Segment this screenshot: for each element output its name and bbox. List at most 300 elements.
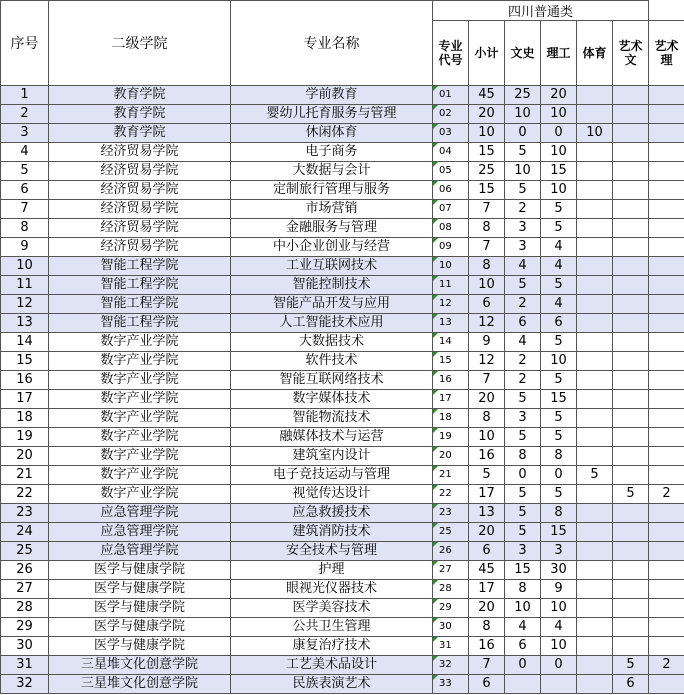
cell-major: 软件技术	[231, 352, 433, 371]
table-row	[1, 466, 684, 485]
cell-major: 视觉传达设计	[231, 485, 433, 504]
cell-subtotal: 12	[469, 314, 505, 333]
table-row	[1, 257, 684, 276]
cell-code: 29	[433, 599, 469, 618]
cell-sports	[577, 428, 613, 447]
cell-art-humanities: 5	[613, 485, 649, 504]
cell-science: 10	[541, 105, 577, 124]
cell-major: 建筑消防技术	[231, 523, 433, 542]
table-row	[1, 143, 684, 162]
header-blank	[649, 1, 684, 21]
cell-humanities: 10	[505, 105, 541, 124]
cell-code: 28	[433, 580, 469, 599]
cell-sports	[577, 238, 613, 257]
cell-science: 5	[541, 219, 577, 238]
cell-major: 智能产品开发与应用	[231, 295, 433, 314]
cell-art-humanities	[613, 466, 649, 485]
cell-sports	[577, 162, 613, 181]
cell-major: 数字媒体技术	[231, 390, 433, 409]
header-subtotal: 小计	[469, 21, 505, 86]
cell-art-humanities	[613, 390, 649, 409]
cell-art-humanities	[613, 86, 649, 105]
cell-art-science: 2	[649, 656, 684, 675]
cell-science: 10	[541, 352, 577, 371]
cell-subtotal: 12	[469, 352, 505, 371]
cell-subtotal: 9	[469, 333, 505, 352]
cell-art-humanities	[613, 162, 649, 181]
cell-art-science: 2	[649, 485, 684, 504]
cell-art-science	[649, 86, 684, 105]
cell-index: 30	[1, 637, 49, 656]
table-row	[1, 371, 684, 390]
cell-subtotal: 16	[469, 447, 505, 466]
table-row	[1, 409, 684, 428]
cell-major: 市场营销	[231, 200, 433, 219]
cell-humanities: 3	[505, 542, 541, 561]
cell-art-science	[649, 523, 684, 542]
header-sports: 体育	[577, 21, 613, 86]
cell-science: 15	[541, 523, 577, 542]
cell-college: 医学与健康学院	[49, 580, 231, 599]
table-row	[1, 675, 684, 694]
cell-major: 智能互联网络技术	[231, 371, 433, 390]
cell-major: 民族表演艺术	[231, 675, 433, 694]
cell-humanities: 0	[505, 656, 541, 675]
cell-college: 数字产业学院	[49, 333, 231, 352]
cell-art-science	[649, 295, 684, 314]
cell-college: 应急管理学院	[49, 523, 231, 542]
cell-humanities: 0	[505, 124, 541, 143]
cell-art-science	[649, 599, 684, 618]
cell-science: 4	[541, 238, 577, 257]
cell-major: 建筑室内设计	[231, 447, 433, 466]
cell-humanities: 5	[505, 181, 541, 200]
cell-code: 27	[433, 561, 469, 580]
cell-art-science	[649, 447, 684, 466]
cell-code: 21	[433, 466, 469, 485]
cell-art-science	[649, 352, 684, 371]
cell-art-science	[649, 504, 684, 523]
cell-index: 21	[1, 466, 49, 485]
table-row	[1, 219, 684, 238]
cell-art-humanities	[613, 181, 649, 200]
cell-index: 27	[1, 580, 49, 599]
cell-art-humanities	[613, 143, 649, 162]
cell-art-humanities	[613, 219, 649, 238]
cell-sports	[577, 542, 613, 561]
cell-code: 12	[433, 295, 469, 314]
cell-college: 智能工程学院	[49, 276, 231, 295]
cell-major: 康复治疗技术	[231, 637, 433, 656]
cell-sports	[577, 656, 613, 675]
cell-sports	[577, 390, 613, 409]
cell-college: 教育学院	[49, 105, 231, 124]
cell-art-humanities	[613, 428, 649, 447]
cell-index: 28	[1, 599, 49, 618]
cell-subtotal: 25	[469, 162, 505, 181]
header-college: 二级学院	[49, 1, 231, 86]
cell-code: 15	[433, 352, 469, 371]
cell-major: 护理	[231, 561, 433, 580]
cell-code: 01	[433, 86, 469, 105]
cell-humanities: 8	[505, 447, 541, 466]
cell-sports	[577, 447, 613, 466]
cell-code: 07	[433, 200, 469, 219]
cell-art-science	[649, 333, 684, 352]
cell-major: 人工智能技术应用	[231, 314, 433, 333]
cell-art-science	[649, 618, 684, 637]
cell-index: 31	[1, 656, 49, 675]
cell-art-science	[649, 238, 684, 257]
table-row	[1, 523, 684, 542]
cell-science: 30	[541, 561, 577, 580]
cell-index: 20	[1, 447, 49, 466]
table-row	[1, 447, 684, 466]
cell-index: 32	[1, 675, 49, 694]
cell-sports	[577, 333, 613, 352]
cell-art-humanities	[613, 523, 649, 542]
cell-subtotal: 10	[469, 428, 505, 447]
table-row	[1, 162, 684, 181]
cell-index: 11	[1, 276, 49, 295]
cell-subtotal: 20	[469, 523, 505, 542]
cell-college: 数字产业学院	[49, 485, 231, 504]
cell-code: 26	[433, 542, 469, 561]
cell-college: 医学与健康学院	[49, 637, 231, 656]
cell-art-humanities	[613, 618, 649, 637]
cell-art-science	[649, 675, 684, 694]
table-row	[1, 86, 684, 105]
cell-art-science	[649, 466, 684, 485]
cell-science: 15	[541, 390, 577, 409]
cell-art-science	[649, 162, 684, 181]
header-major: 专业名称	[231, 1, 433, 86]
cell-science: 10	[541, 181, 577, 200]
cell-science: 6	[541, 314, 577, 333]
cell-science: 3	[541, 542, 577, 561]
cell-college: 三星堆文化创意学院	[49, 675, 231, 694]
cell-humanities	[505, 675, 541, 694]
cell-art-humanities	[613, 105, 649, 124]
cell-science: 4	[541, 257, 577, 276]
cell-humanities: 3	[505, 409, 541, 428]
cell-science: 5	[541, 200, 577, 219]
cell-humanities: 5	[505, 276, 541, 295]
cell-sports	[577, 200, 613, 219]
cell-college: 应急管理学院	[49, 542, 231, 561]
cell-major: 应急救援技术	[231, 504, 433, 523]
cell-art-humanities	[613, 238, 649, 257]
table-row	[1, 656, 684, 675]
cell-art-science	[649, 124, 684, 143]
cell-humanities: 6	[505, 637, 541, 656]
cell-art-science	[649, 314, 684, 333]
table-row	[1, 333, 684, 352]
cell-art-humanities	[613, 352, 649, 371]
cell-science: 5	[541, 333, 577, 352]
cell-science: 20	[541, 86, 577, 105]
cell-science: 5	[541, 428, 577, 447]
cell-subtotal: 17	[469, 580, 505, 599]
cell-subtotal: 45	[469, 86, 505, 105]
cell-science: 8	[541, 447, 577, 466]
cell-humanities: 3	[505, 219, 541, 238]
cell-humanities: 5	[505, 428, 541, 447]
cell-code: 23	[433, 504, 469, 523]
table-row	[1, 580, 684, 599]
cell-humanities: 5	[505, 485, 541, 504]
cell-subtotal: 7	[469, 656, 505, 675]
cell-major: 婴幼儿托育服务与管理	[231, 105, 433, 124]
cell-index: 7	[1, 200, 49, 219]
cell-college: 经济贸易学院	[49, 238, 231, 257]
cell-sports	[577, 105, 613, 124]
cell-index: 22	[1, 485, 49, 504]
cell-sports	[577, 352, 613, 371]
table-row	[1, 105, 684, 124]
cell-science: 9	[541, 580, 577, 599]
cell-science: 5	[541, 371, 577, 390]
cell-art-science	[649, 181, 684, 200]
cell-humanities: 2	[505, 295, 541, 314]
cell-sports	[577, 295, 613, 314]
cell-code: 25	[433, 523, 469, 542]
cell-art-humanities	[613, 314, 649, 333]
cell-college: 医学与健康学院	[49, 618, 231, 637]
table-row	[1, 542, 684, 561]
cell-art-science	[649, 542, 684, 561]
cell-code: 05	[433, 162, 469, 181]
cell-major: 学前教育	[231, 86, 433, 105]
cell-college: 数字产业学院	[49, 409, 231, 428]
cell-code: 20	[433, 447, 469, 466]
cell-sports	[577, 485, 613, 504]
header-index: 序号	[1, 1, 49, 86]
cell-subtotal: 7	[469, 238, 505, 257]
cell-code: 19	[433, 428, 469, 447]
cell-index: 3	[1, 124, 49, 143]
cell-sports	[577, 637, 613, 656]
table-row	[1, 352, 684, 371]
cell-art-humanities	[613, 637, 649, 656]
cell-major: 电子竞技运动与管理	[231, 466, 433, 485]
cell-index: 12	[1, 295, 49, 314]
table-row	[1, 485, 684, 504]
cell-art-humanities	[613, 580, 649, 599]
cell-index: 26	[1, 561, 49, 580]
cell-humanities: 8	[505, 580, 541, 599]
cell-humanities: 4	[505, 257, 541, 276]
cell-art-humanities	[613, 542, 649, 561]
cell-science: 10	[541, 599, 577, 618]
cell-humanities: 15	[505, 561, 541, 580]
cell-science: 0	[541, 656, 577, 675]
cell-humanities: 0	[505, 466, 541, 485]
cell-sports: 5	[577, 466, 613, 485]
cell-art-science	[649, 219, 684, 238]
header-code: 专业 代号	[433, 21, 469, 86]
cell-art-humanities	[613, 124, 649, 143]
cell-college: 数字产业学院	[49, 428, 231, 447]
cell-college: 数字产业学院	[49, 352, 231, 371]
table-row	[1, 276, 684, 295]
cell-subtotal: 13	[469, 504, 505, 523]
cell-sports	[577, 409, 613, 428]
cell-college: 数字产业学院	[49, 466, 231, 485]
cell-subtotal: 8	[469, 257, 505, 276]
cell-art-science	[649, 428, 684, 447]
cell-subtotal: 20	[469, 390, 505, 409]
cell-art-humanities	[613, 371, 649, 390]
cell-science: 4	[541, 295, 577, 314]
cell-college: 经济贸易学院	[49, 162, 231, 181]
cell-art-science	[649, 409, 684, 428]
cell-code: 02	[433, 105, 469, 124]
cell-art-science	[649, 105, 684, 124]
cell-major: 安全技术与管理	[231, 542, 433, 561]
cell-art-science	[649, 257, 684, 276]
cell-sports	[577, 276, 613, 295]
cell-index: 13	[1, 314, 49, 333]
cell-sports	[577, 371, 613, 390]
cell-subtotal: 6	[469, 542, 505, 561]
table-row	[1, 295, 684, 314]
cell-art-humanities: 5	[613, 656, 649, 675]
cell-humanities: 5	[505, 143, 541, 162]
table-row	[1, 238, 684, 257]
cell-humanities: 5	[505, 504, 541, 523]
cell-index: 10	[1, 257, 49, 276]
cell-humanities: 2	[505, 371, 541, 390]
cell-science	[541, 675, 577, 694]
cell-code: 16	[433, 371, 469, 390]
table-row	[1, 618, 684, 637]
cell-science: 5	[541, 485, 577, 504]
cell-art-humanities: 6	[613, 675, 649, 694]
cell-sports	[577, 675, 613, 694]
cell-subtotal: 17	[469, 485, 505, 504]
cell-major: 工艺美术品设计	[231, 656, 433, 675]
cell-code: 32	[433, 656, 469, 675]
cell-college: 智能工程学院	[49, 314, 231, 333]
cell-humanities: 5	[505, 523, 541, 542]
cell-humanities: 4	[505, 618, 541, 637]
cell-sports	[577, 257, 613, 276]
cell-science: 5	[541, 409, 577, 428]
cell-index: 15	[1, 352, 49, 371]
cell-humanities: 10	[505, 599, 541, 618]
cell-college: 智能工程学院	[49, 257, 231, 276]
cell-sports	[577, 504, 613, 523]
cell-index: 17	[1, 390, 49, 409]
cell-humanities: 10	[505, 162, 541, 181]
cell-code: 11	[433, 276, 469, 295]
cell-subtotal: 16	[469, 637, 505, 656]
table-row	[1, 428, 684, 447]
cell-art-humanities	[613, 599, 649, 618]
cell-major: 公共卫生管理	[231, 618, 433, 637]
cell-college: 经济贸易学院	[49, 143, 231, 162]
cell-college: 智能工程学院	[49, 295, 231, 314]
cell-major: 大数据与会计	[231, 162, 433, 181]
cell-college: 数字产业学院	[49, 390, 231, 409]
cell-subtotal: 8	[469, 618, 505, 637]
cell-art-humanities	[613, 504, 649, 523]
cell-art-humanities	[613, 200, 649, 219]
header-art-humanities: 艺术 文	[613, 21, 649, 86]
cell-art-science	[649, 200, 684, 219]
cell-science: 5	[541, 276, 577, 295]
cell-index: 4	[1, 143, 49, 162]
cell-sports	[577, 580, 613, 599]
cell-major: 医学美容技术	[231, 599, 433, 618]
cell-major: 工业互联网技术	[231, 257, 433, 276]
cell-humanities: 2	[505, 352, 541, 371]
cell-major: 电子商务	[231, 143, 433, 162]
cell-index: 16	[1, 371, 49, 390]
cell-major: 金融服务与管理	[231, 219, 433, 238]
cell-art-humanities	[613, 257, 649, 276]
cell-art-science	[649, 371, 684, 390]
cell-subtotal: 45	[469, 561, 505, 580]
cell-college: 教育学院	[49, 124, 231, 143]
cell-art-humanities	[613, 295, 649, 314]
table-row	[1, 390, 684, 409]
cell-art-science	[649, 561, 684, 580]
table-row	[1, 124, 684, 143]
table-row	[1, 200, 684, 219]
cell-index: 6	[1, 181, 49, 200]
cell-science: 0	[541, 466, 577, 485]
cell-subtotal: 20	[469, 599, 505, 618]
cell-science: 10	[541, 143, 577, 162]
cell-subtotal: 15	[469, 143, 505, 162]
cell-major: 智能物流技术	[231, 409, 433, 428]
cell-college: 三星堆文化创意学院	[49, 656, 231, 675]
table-row	[1, 561, 684, 580]
cell-code: 14	[433, 333, 469, 352]
cell-index: 29	[1, 618, 49, 637]
cell-index: 5	[1, 162, 49, 181]
cell-subtotal: 8	[469, 219, 505, 238]
cell-code: 10	[433, 257, 469, 276]
cell-college: 经济贸易学院	[49, 200, 231, 219]
cell-humanities: 2	[505, 200, 541, 219]
cell-index: 8	[1, 219, 49, 238]
cell-subtotal: 6	[469, 675, 505, 694]
cell-sports	[577, 523, 613, 542]
table-row	[1, 504, 684, 523]
cell-humanities: 4	[505, 333, 541, 352]
cell-index: 24	[1, 523, 49, 542]
cell-major: 休闲体育	[231, 124, 433, 143]
cell-subtotal: 6	[469, 295, 505, 314]
table-row	[1, 314, 684, 333]
cell-science: 0	[541, 124, 577, 143]
cell-sports	[577, 618, 613, 637]
cell-code: 06	[433, 181, 469, 200]
cell-code: 04	[433, 143, 469, 162]
cell-college: 数字产业学院	[49, 447, 231, 466]
cell-code: 31	[433, 637, 469, 656]
cell-art-science	[649, 143, 684, 162]
cell-major: 定制旅行管理与服务	[231, 181, 433, 200]
cell-major: 智能控制技术	[231, 276, 433, 295]
cell-code: 03	[433, 124, 469, 143]
cell-college: 数字产业学院	[49, 371, 231, 390]
cell-subtotal: 5	[469, 466, 505, 485]
cell-art-science	[649, 580, 684, 599]
